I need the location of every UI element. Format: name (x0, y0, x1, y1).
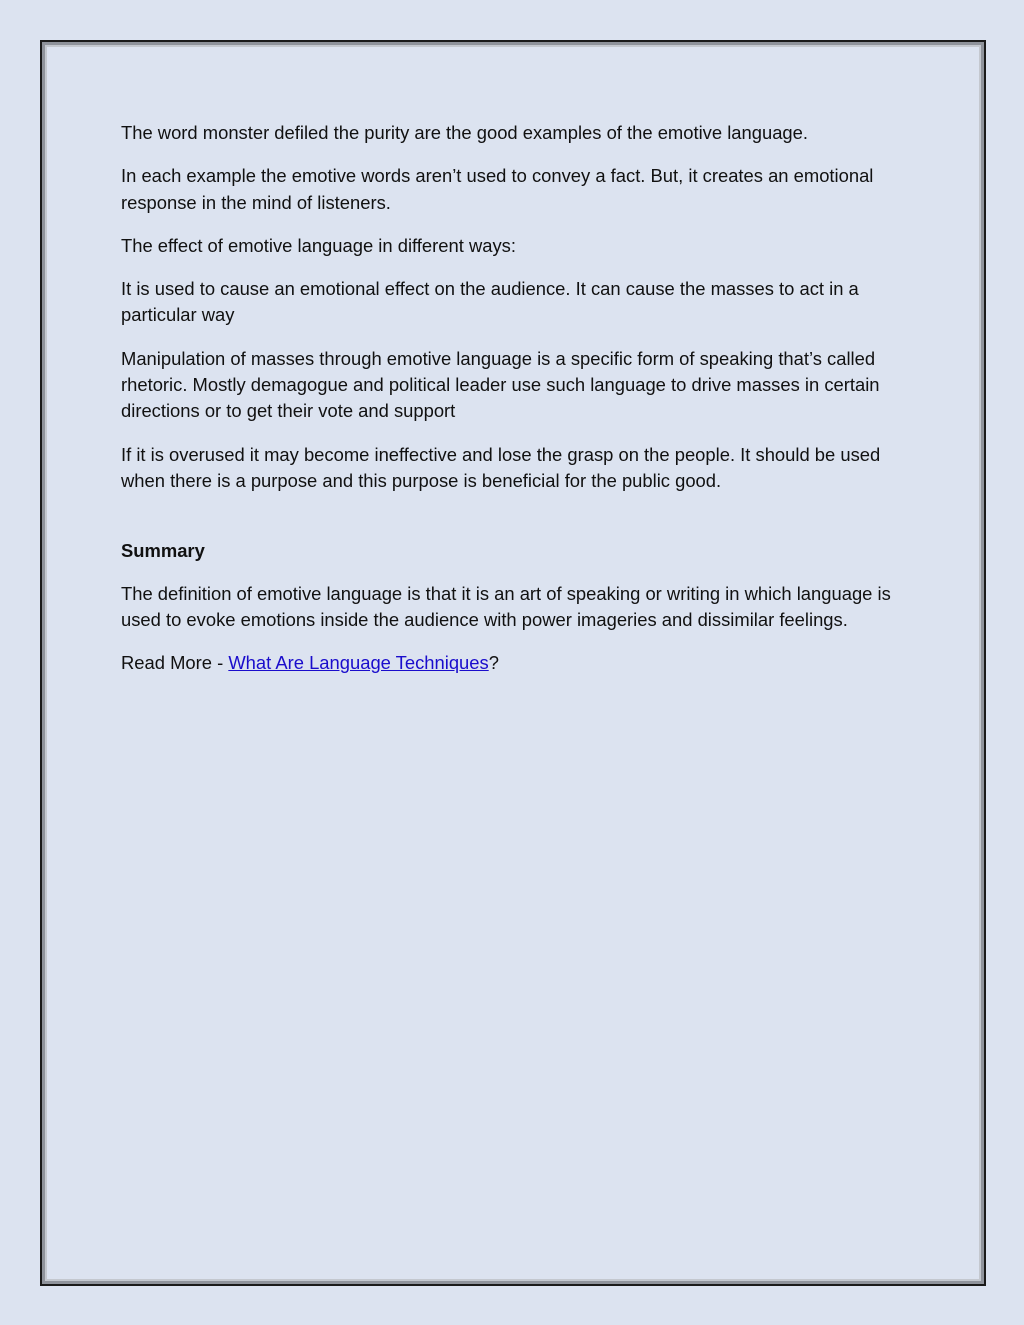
summary-heading: Summary (121, 539, 205, 561)
section-spacer (121, 511, 911, 537)
paragraph-emotive-words: In each example the emotive words aren’t used to convey a fact. But, it creates an emotional response in the mind of listeners. (121, 165, 874, 213)
read-more-prefix: Read More - (121, 652, 229, 674)
read-more-line (121, 650, 911, 676)
paragraph-emotional-effect: It is used to cause an emotional effect on the audience. It can cause the masses to act in a particular way (121, 278, 859, 326)
language-techniques-link[interactable]: What Are Language Techniques (228, 652, 489, 674)
paragraph-rhetoric: Manipulation of masses through emotive language is a specific form of speaking that’s called rhetoric. Mostly demagogue and political leader use such language to drive masses in certain directions or to get their vote and support (121, 347, 880, 422)
read-more-suffix: ? (488, 652, 499, 674)
paragraph-emotive-examples: The word monster defiled the purity are the good examples of the emotive language. (121, 122, 808, 143)
paragraph-overuse: If it is overused it may become ineffective and lose the grasp on the people. It should be used when there is a purpose and this purpose is beneficial for the public good. (121, 443, 881, 492)
document-body (121, 120, 911, 694)
summary-paragraph: The definition of emotive language is that it is an art of speaking or writing in which language is used to evoke emotions inside the audience with power imageries and dissimilar feelings. (121, 582, 891, 631)
paragraph-effect-intro: The effect of emotive language in different ways: (121, 234, 516, 256)
